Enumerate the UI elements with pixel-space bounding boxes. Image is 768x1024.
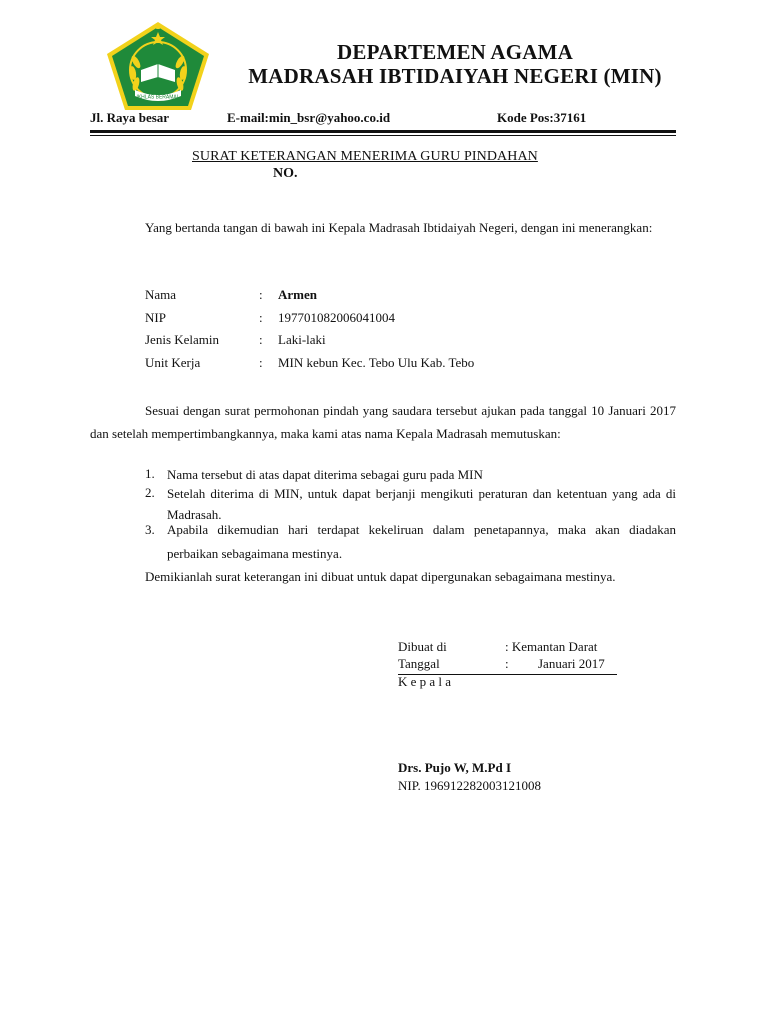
- field-value-gender: Laki-laki: [278, 332, 326, 347]
- body-paragraph: Sesuai dengan surat permohonan pindah yang saudara tersebut ajukan pada tanggal 10 Januari 2017 dan setelah mempertimbangkannya, maka kami atas nama Kepala Madrasah memutuskan:: [90, 403, 676, 441]
- header-rule-thin: [90, 135, 676, 136]
- header-line-2: MADRASAH IBTIDAIYAH NEGERI (MIN): [248, 64, 662, 88]
- header-line-1: DEPARTEMEN AGAMA: [337, 40, 573, 64]
- field-colon: :: [259, 332, 263, 347]
- opening-paragraph: Yang bertanda tangan di bawah ini Kepala Madrasah Ibtidaiyah Negeri, dengan ini menerangkan:: [145, 220, 653, 235]
- email: E-mail:min_bsr@yahoo.co.id: [227, 110, 391, 125]
- decision-number: 2.: [145, 485, 155, 500]
- decision-number: 1.: [145, 466, 155, 481]
- field-value-unit: MIN kebun Kec. Tebo Ulu Kab. Tebo: [278, 355, 475, 370]
- signatory-name: Drs. Pujo W, M.Pd I: [398, 760, 512, 775]
- field-label-nip: NIP: [145, 310, 166, 325]
- postcode: Kode Pos:37161: [497, 110, 587, 125]
- field-label-name: Nama: [145, 287, 177, 302]
- date-value: Januari 2017: [538, 656, 605, 671]
- field-value-nip: 197701082006041004: [278, 310, 395, 325]
- signatory-position: K e p a l a: [398, 674, 452, 689]
- made-in-value: : Kemantan Darat: [505, 639, 598, 654]
- header-rule-thick: [90, 130, 676, 133]
- decision-item: Nama tersebut di atas dapat diterima sebagai guru pada MIN: [167, 467, 483, 482]
- date-label: Tanggal: [398, 656, 440, 671]
- decision-item: Setelah diterima di MIN, untuk dapat berjanji mengikuti peraturan dan ketentuan yang ada di Madrasah.: [167, 486, 676, 522]
- field-colon: :: [259, 310, 263, 325]
- decision-number: 3.: [145, 522, 155, 537]
- field-label-gender: Jenis Kelamin: [145, 332, 220, 347]
- field-value-name: Armen: [278, 287, 317, 302]
- svg-text:IKHLAS BERAMAL: IKHLAS BERAMAL: [136, 94, 180, 101]
- field-colon: :: [259, 355, 263, 370]
- ministry-logo: [103, 20, 213, 112]
- signatory-nip: NIP. 196912282003121008: [398, 778, 542, 793]
- field-label-unit: Unit Kerja: [145, 355, 201, 370]
- closing-paragraph: Demikianlah surat keterangan ini dibuat untuk dapat dipergunakan sebagaimana mestinya.: [145, 569, 616, 584]
- letter-number: NO.: [273, 166, 298, 181]
- letter-title: SURAT KETERANGAN MENERIMA GURU PINDAHAN: [192, 149, 538, 164]
- field-colon: :: [259, 287, 263, 302]
- decision-item: Apabila dikemudian hari terdapat kekeliruan dalam penetapannya, maka akan diadakan perbaikan sebagaimana mestinya.: [167, 522, 676, 561]
- address: Jl. Raya besar: [90, 110, 170, 125]
- date-colon: :: [505, 656, 509, 671]
- made-in-label: Dibuat di: [398, 639, 447, 654]
